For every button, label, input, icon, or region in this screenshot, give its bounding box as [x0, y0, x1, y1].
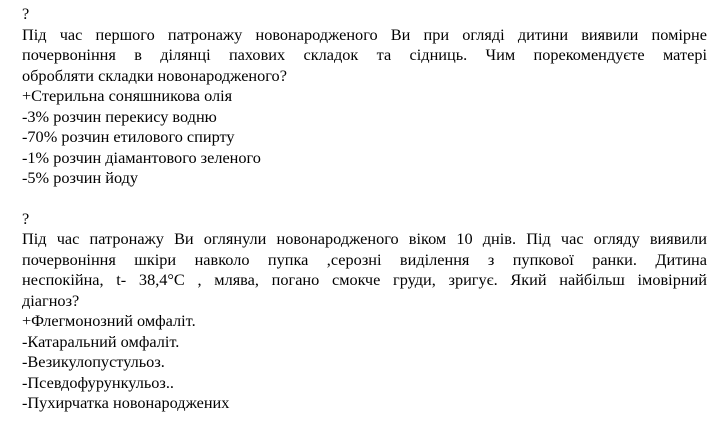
- question-stem-line: обробляти складки новонародженого?: [22, 65, 287, 85]
- answer-option: -Псевдофурункульоз..: [22, 372, 174, 392]
- answer-option: -70% розчин етилового спирту: [22, 127, 235, 146]
- answer-option: -3% розчин перекису водню: [22, 106, 217, 126]
- answer-option: -Катаральний омфаліт.: [22, 331, 180, 351]
- document-page: [22, 4, 707, 414]
- answer-option-correct: +Стерильна соняшникова олія: [22, 86, 233, 105]
- question-mark: ?: [22, 4, 30, 23]
- question-mark: ?: [22, 208, 30, 228]
- question-1: [22, 4, 707, 189]
- answer-option: -1% розчин діамантового зеленого: [22, 147, 261, 167]
- question-2: [22, 209, 707, 414]
- question-stem-line: Під час патронажу Ви оглянули новонародженого віком 10 днів. Під час огляду виявили: [22, 229, 707, 248]
- question-stem-line: Під час першого патронажу новонародженого Ви при огляді дитини виявили помірне: [22, 24, 707, 44]
- blank-line: [22, 189, 707, 209]
- question-stem-line: неспокійна, t- 38,4°С , млява, погано смокче груди, зригує. Який найбільш імовірний: [22, 270, 707, 289]
- question-stem-line: діагноз?: [22, 290, 80, 310]
- answer-option-correct: +Флегмонозний омфаліт.: [22, 311, 196, 330]
- answer-option: -Везикулопустульоз.: [22, 352, 165, 371]
- question-stem-line: почервоніння шкіри навколо пупка ,серозні виділення з пупкової ранки. Дитина: [22, 249, 707, 269]
- answer-option: -5% розчин йоду: [22, 168, 139, 187]
- question-stem-line: почервоніння в ділянці пахових складок та сідниць. Чим порекомендуєте матері: [22, 45, 707, 64]
- answer-option: -Пухирчатка новонароджених: [22, 393, 230, 412]
